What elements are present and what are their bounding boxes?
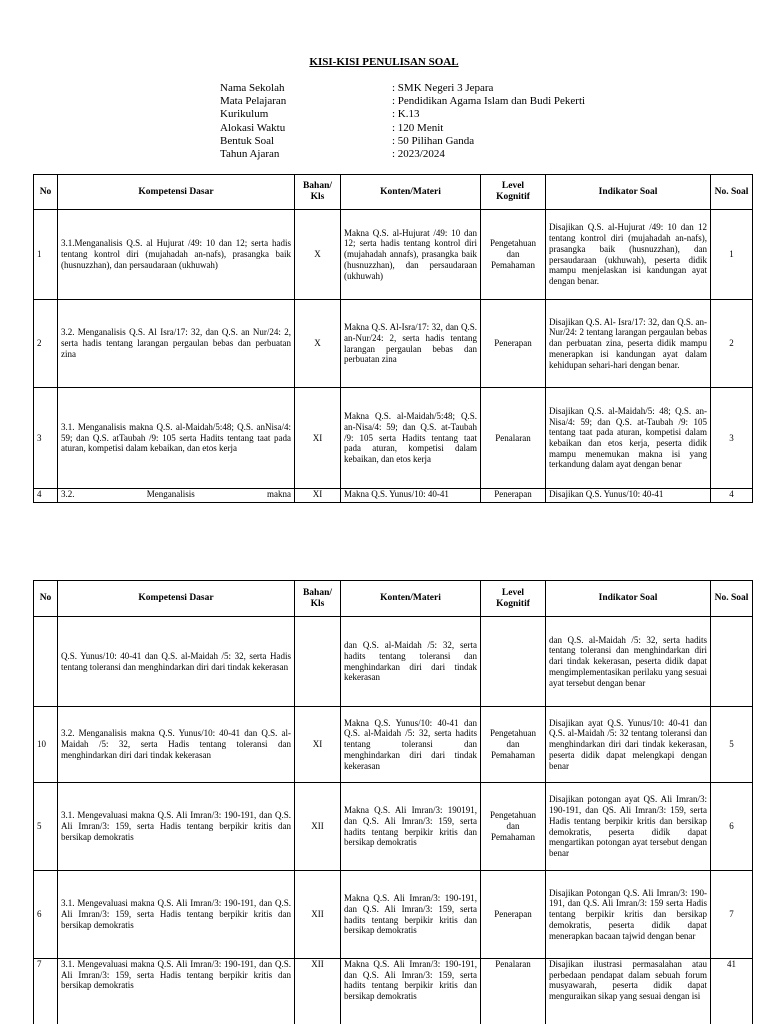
info-value: : Pendidikan Agama Islam dan Budi Pekerti	[392, 95, 586, 108]
table-row	[34, 871, 753, 959]
cell-kompetensi-dasar: 3.1. Mengevaluasi makna Q.S. Ali Imran/3: 190-191, dan Q.S. Ali Imran/3: 159, serta Hadis tentang berpikir kritis dan bersikap demokratis	[58, 783, 295, 871]
info-row	[220, 135, 585, 148]
cell-materi: Makna Q.S. Ali Imran/3: 190-191, dan Q.S. Ali Imran/3: 159, serta hadits tentang berpikir kritis dan bersikap demokratis	[341, 959, 481, 1024]
cell-no-soal: 4	[711, 489, 753, 503]
header-level-kognitif: Level Kognitif	[481, 175, 546, 210]
table-header-row	[34, 581, 753, 617]
header-indikator-soal: Indikator Soal	[546, 175, 711, 210]
cell-kompetensi-dasar: Q.S. Yunus/10: 40-41 dan Q.S. al-Maidah /5: 32, serta Hadis tentang toleransi dan menghindarkan diri dari tindak kekerasan	[58, 617, 295, 707]
cell-no	[34, 617, 58, 707]
cell-no: 10	[34, 707, 58, 783]
kisi-kisi-table-page1	[33, 174, 753, 503]
cell-level: Penalaran	[481, 388, 546, 489]
info-value: : 50 Pilihan Ganda	[392, 134, 475, 147]
info-label: Bentuk Soal	[220, 134, 275, 147]
cell-level: Penerapan	[481, 489, 546, 503]
cell-materi: Makna Q.S. al-Hujurat /49: 10 dan 12; serta hadis tentang kontrol diri (mujahadah annafs), prasangka baik (husnuzzhan), dan persaudaraan (ukhuwah)	[341, 210, 481, 300]
cell-no: 5	[34, 783, 58, 871]
cell-level	[481, 617, 546, 707]
header-kompetensi-dasar: Kompetensi Dasar	[58, 581, 295, 617]
cell-no-soal: 6	[711, 783, 753, 871]
document-title: KISI-KISI PENULISAN SOAL	[309, 56, 459, 68]
cell-no-soal: 1	[711, 210, 753, 300]
cell-kompetensi-dasar: 3.1.Menganalisis Q.S. al Hujurat /49: 10 dan 12; serta hadis tentang kontrol diri (mujahadah an-nafs), prasangka baik (husnuzzhan), dan persaudaraan (ukhuwah)	[58, 210, 295, 300]
cell-materi: Makna Q.S. Ali Imran/3: 190191, dan Q.S. Ali Imran/3: 159, serta hadits tentang berpikir kritis dan bersikap demokratis	[341, 783, 481, 871]
cell-no: 4	[34, 489, 58, 503]
cell-indikator: Disajikan ilustrasi permasalahan atau perbedaan pendapat dalam sebuah forum musyawarah, peserta didik dapat menguraikan sikap yang sesuai dengan isi	[546, 959, 711, 1024]
cell-kls: X	[295, 210, 341, 300]
cell-no: 1	[34, 210, 58, 300]
info-row	[220, 108, 585, 121]
cell-indikator: Disajikan potongan ayat QS. Ali Imran/3: 190-191, dan QS. Ali Imran/3: 159, serta Hadis tentang berpikir kritis dan bersikap demokratis, peserta didik dapat mengartikan potongan ayat tersebut dengan benar	[546, 783, 711, 871]
header-konten-materi: Konten/Materi	[341, 175, 481, 210]
header-bahan-kls: Bahan/ Kls	[295, 175, 341, 210]
cell-kompetensi-dasar: 3.1. Mengevaluasi makna Q.S. Ali Imran/3: 190-191, dan Q.S. Ali Imran/3: 159, serta Hadis tentang berpikir kritis dan bersikap demokratis	[58, 871, 295, 959]
cell-indikator: Disajikan Q.S. al-Maidah/5: 48; Q.S. an-Nisa/4: 59; dan Q.S. at-Taubah /9: 105 tentang taat pada aturan, kompetisi dalam kebaikan dan etos kerja, peserta didik mampu menemukan makna isi yang terkandung dalam ayat dengan benar	[546, 388, 711, 489]
cell-kls: XII	[295, 783, 341, 871]
cell-materi: Makna Q.S. Al-Isra/17: 32, dan Q.S. an-Nur/24: 2, serta hadis tentang larangan pergaulan bebas dan perbuatan zina	[341, 300, 481, 388]
cell-kls: XI	[295, 707, 341, 783]
cell-level: Pengetahuan dan Pemahaman	[481, 783, 546, 871]
header-kompetensi-dasar: Kompetensi Dasar	[58, 175, 295, 210]
header-no-soal: No. Soal	[711, 581, 753, 617]
header-konten-materi: Konten/Materi	[341, 581, 481, 617]
info-label: Nama Sekolah	[220, 82, 285, 94]
table-row	[34, 783, 753, 871]
header-no-soal: No. Soal	[711, 175, 753, 210]
header-level-kognitif: Level Kognitif	[481, 581, 546, 617]
cell-no-soal: 5	[711, 707, 753, 783]
cell-indikator: dan Q.S. al-Maidah /5: 32, serta hadits tentang toleransi dan menghindarkan diri dari tindak kekerasan, peserta didik dapat mengimplementasikan perilaku yang sesuai ayat tersebut dengan benar	[546, 617, 711, 707]
info-label: Tahun Ajaran	[220, 148, 280, 161]
cell-materi: Makna Q.S. Ali Imran/3: 190-191, dan Q.S. Ali Imran/3: 159, serta hadits tentang berpikir kritis dan bersikap demokratis	[341, 871, 481, 959]
table-row	[34, 388, 753, 489]
cell-level: Pengetahuan dan Pemahaman	[481, 210, 546, 300]
cell-indikator: Disajikan Q.S. Al- Isra/17: 32, dan Q.S. an- Nur/24: 2 tentang larangan pergaulan bebas dan perbuatan zina, peserta didik mampu menerapkan isi kandungan ayat dalam kehidupan sehari-hari dengan benar.	[546, 300, 711, 388]
cell-materi: Makna Q.S. al-Maidah/5:48; Q.S. an-Nisa/4: 59; dan Q.S. at-Taubah /9: 105 serta Hadits tentang taat pada aturan, kompetisi dalam kebaikan, dan etos kerja	[341, 388, 481, 489]
cell-kls: XI	[295, 388, 341, 489]
cell-kls	[295, 617, 341, 707]
table-row	[34, 617, 753, 707]
info-row	[220, 148, 585, 161]
cell-no-soal: 41	[711, 959, 753, 1024]
cell-kompetensi-dasar: 3.2. Menganalisis makna Q.S. Yunus/10: 40-41 dan Q.S. al-Maidah /5: 32, serta Hadis tentang toleransi dan menghindarkan diri dari tindak kekerasan	[58, 707, 295, 783]
header-no: No	[34, 175, 58, 210]
cell-level: Penerapan	[481, 871, 546, 959]
cell-kompetensi-dasar: 3.1. Mengevaluasi makna Q.S. Ali Imran/3: 190-191, dan Q.S. Ali Imran/3: 159, serta Hadis tentang berpikir kritis dan bersikap demokratis	[58, 959, 295, 1024]
info-label: Kurikulum	[220, 108, 269, 121]
info-label: Alokasi Waktu	[220, 121, 286, 134]
cell-no-soal	[711, 617, 753, 707]
table-row	[34, 707, 753, 783]
info-row	[220, 95, 585, 108]
cell-kompetensi-dasar: 3.2. Menganalisis Q.S. Al Isra/17: 32, dan Q.S. an Nur/24: 2, serta hadis tentang larangan pergaulan bebas dan perbuatan zina	[58, 300, 295, 388]
table-row	[34, 300, 753, 388]
info-value: : K.13	[392, 108, 420, 121]
cell-materi: Makna Q.S. Yunus/10: 40-41 dan Q.S. al-Maidah /5: 32, serta hadits tentang toleransi dan menghindarkan diri dari tindak kekerasan	[341, 707, 481, 783]
info-row	[220, 122, 585, 135]
cell-kls: X	[295, 300, 341, 388]
cell-level: Pengetahuan dan Pemahaman	[481, 707, 546, 783]
info-value: : 120 Menit	[392, 121, 444, 134]
cell-no: 2	[34, 300, 58, 388]
cell-kompetensi-dasar: 3.1. Menganalisis makna Q.S. al-Maidah/5:48; Q.S. anNisa/4: 59; dan Q.S. atTaubah /9: 105 serta Hadits tentang taat pada aturan, kompetisi dalam kebaikan, dan etos kerja	[58, 388, 295, 489]
table-row	[34, 959, 753, 1024]
kisi-kisi-table-page2	[33, 580, 753, 1024]
cell-kls: XII	[295, 871, 341, 959]
cell-no: 6	[34, 871, 58, 959]
cell-indikator: Disajikan Q.S. Yunus/10: 40-41	[546, 489, 711, 503]
cell-indikator: Disajikan ayat Q.S. Yunus/10: 40-41 dan Q.S. al-Maidah /5: 32 tentang toleransi dan menghindarkan diri dari tindak kekerasan, peserta didik dapat melengkapi dengan benar	[546, 707, 711, 783]
cell-level: Penerapan	[481, 300, 546, 388]
cell-no: 3	[34, 388, 58, 489]
cell-kls: XI	[295, 489, 341, 503]
info-block	[220, 82, 585, 161]
info-row	[220, 82, 585, 95]
header-no: No	[34, 581, 58, 617]
info-label: Mata Pelajaran	[220, 95, 287, 108]
table-row	[34, 489, 753, 503]
info-value: : 2023/2024	[392, 148, 445, 161]
info-value: : SMK Negeri 3 Jepara	[392, 82, 494, 94]
cell-kls: XII	[295, 959, 341, 1024]
cell-no-soal: 7	[711, 871, 753, 959]
header-indikator-soal: Indikator Soal	[546, 581, 711, 617]
cell-indikator: Disajikan Q.S. al-Hujurat /49: 10 dan 12 tentang kontrol diri (mujahadah an-nafs), prasangka baik (husnuzzhan), dan persaudaraan (ukhuwah), peserta didik mampu menjelaskan isi kandungan ayat dengan benar.	[546, 210, 711, 300]
cell-level: Penalaran	[481, 959, 546, 1024]
table-row	[34, 210, 753, 300]
cell-no-soal: 3	[711, 388, 753, 489]
cell-materi: dan Q.S. al-Maidah /5: 32, serta hadits tentang toleransi dan menghindarkan diri dari tindak kekerasan	[341, 617, 481, 707]
cell-indikator: Disajikan Potongan Q.S. Ali Imran/3: 190-191, dan Q.S. Ali Imran/3: 159 serta Hadis tentang berpikir kritis dan bersikap demokratis, peserta didik dapat menerapkan bacaan tajwid dengan benar	[546, 871, 711, 959]
cell-no-soal: 2	[711, 300, 753, 388]
cell-kompetensi-dasar: 3.2. Menganalisis makna	[58, 489, 295, 503]
cell-materi: Makna Q.S. Yunus/10: 40-41	[341, 489, 481, 503]
table-header-row	[34, 175, 753, 210]
cell-no: 7	[34, 959, 58, 1024]
header-bahan-kls: Bahan/ Kls	[295, 581, 341, 617]
